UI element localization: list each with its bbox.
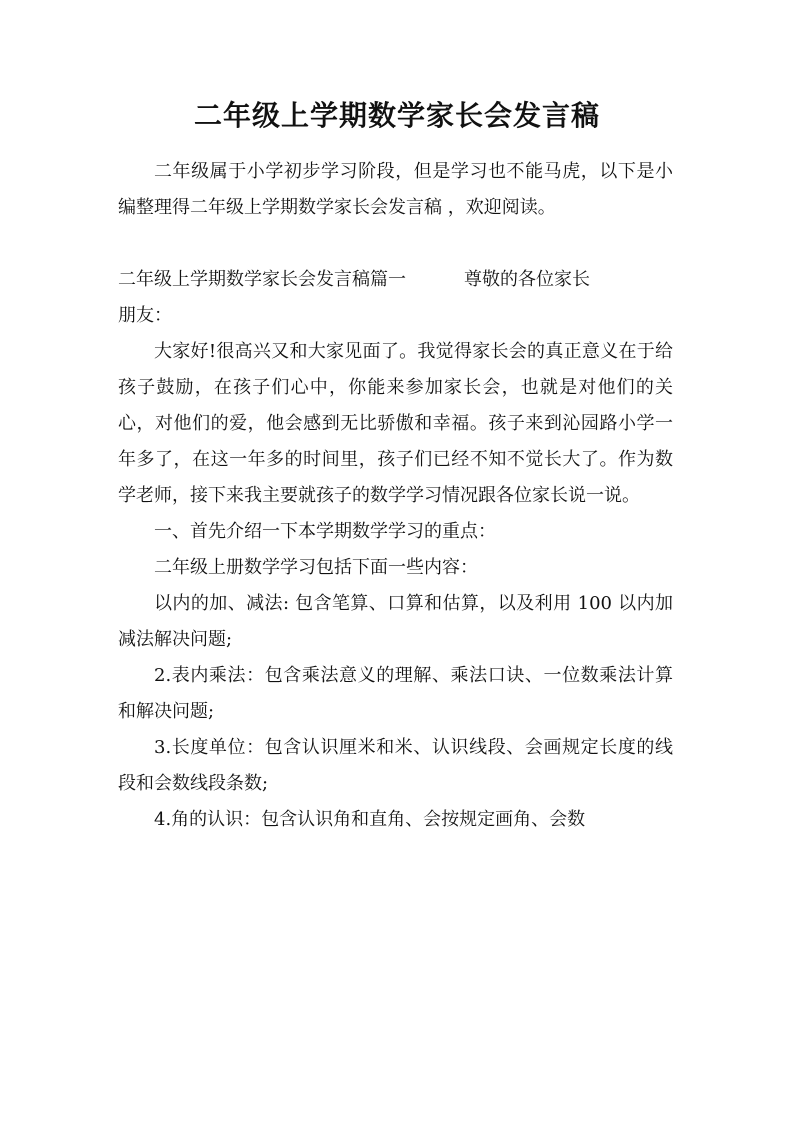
list-item-2: 2.表内乘法：包含乘法意义的理解、乘法口诀、一位数乘法计算和解决问题;	[118, 665, 673, 722]
document-body	[118, 154, 673, 838]
greeting-part-1: 尊敬的各位家长	[464, 269, 590, 290]
greeting-part-2: 朋友：	[118, 305, 172, 326]
section-heading-line	[118, 262, 673, 334]
point-heading: 一、首先介绍一下本学期数学学习的重点：	[154, 521, 496, 542]
section-heading: 二年级上学期数学家长会发言稿篇一	[118, 269, 406, 290]
list-item-1: 以内的加、减法: 包含笔算、口算和估算，以及利用 100 以内加减法解决问题;	[118, 593, 673, 650]
intro-paragraph: 二年级属于小学初步学习阶段，但是学习也不能马虎，以下是小编整理得二年级上学期数学家长会发言稿 ，欢迎阅读。	[118, 161, 673, 218]
page-title: 二年级上学期数学家长会发言稿	[193, 99, 600, 132]
list-item-4: 4.角的认识：包含认识角和直角、会按规定画角、会数	[154, 809, 586, 830]
list-item-3: 3.长度单位：包含认识厘米和米、认识线段、会画规定长度的线段和会数线段条数;	[118, 737, 673, 794]
body-paragraph-1: 大家好!很高兴又和大家见面了。我觉得家长会的真正意义在于给孩子鼓励，在孩子们心中，你能来参加家长会，也就是对他们的关心，对他们的爱，他会感到无比骄傲和幸福。孩子来到沁园路小学一年多了，在这一年多的时间里，孩子们已经不知不觉长大了。作为数学老师，接下来我主要就孩子的数学学习情况跟各位家长说一说。	[118, 341, 673, 506]
content-intro: 二年级上册数学学习包括下面一些内容：	[154, 557, 478, 578]
